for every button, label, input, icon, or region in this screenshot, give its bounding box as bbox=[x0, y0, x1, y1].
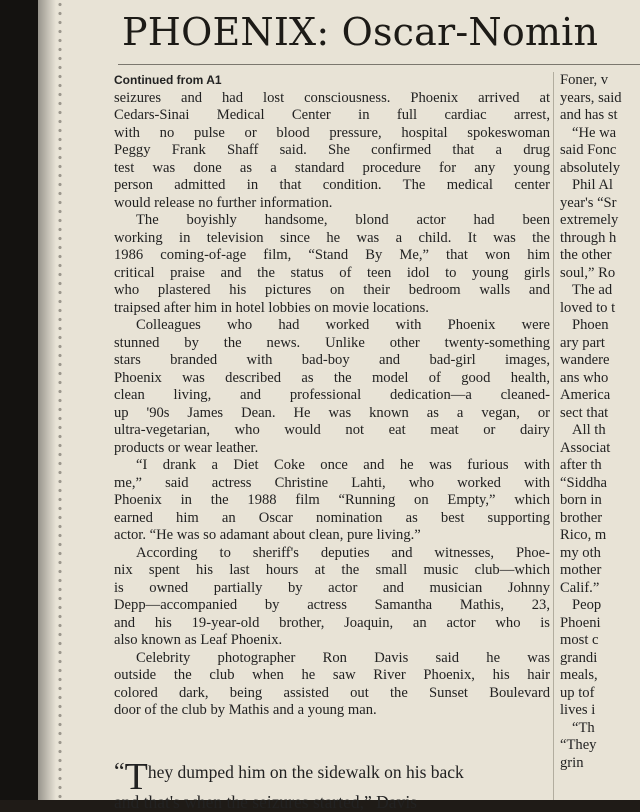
pull-quote-initial: T bbox=[124, 762, 148, 792]
article-line: also known as Leaf Phoenix. bbox=[114, 632, 283, 648]
article-line-right: ary part bbox=[560, 334, 605, 351]
article-line-right: Associat bbox=[560, 439, 611, 456]
article-line-right: my oth bbox=[560, 544, 601, 561]
article-line-right: soul,” Ro bbox=[560, 264, 616, 281]
column-right-lines bbox=[560, 72, 640, 772]
article-line-right: up tof bbox=[560, 684, 595, 701]
article-line-right: extremely bbox=[560, 212, 619, 228]
article-line-right: years, said bbox=[560, 89, 622, 106]
article-line-right: most c bbox=[560, 632, 599, 648]
article-line: critical praise and the status of teen idol to young girls bbox=[114, 264, 550, 281]
article-line: clean living, and professional dedication—a cleaned- bbox=[114, 387, 550, 403]
article-line: would release no further information. bbox=[114, 194, 333, 211]
article-line-right: Phil Al bbox=[572, 177, 613, 193]
article-line-right: wandere bbox=[560, 352, 610, 368]
article-line: Colleagues who had worked with Phoenix were bbox=[136, 317, 550, 333]
article-line-right: after th bbox=[560, 457, 602, 473]
article-line: Cedars-Sinai Medical Center in full cardiac arrest, bbox=[114, 107, 550, 123]
article-line-right: All th bbox=[572, 422, 606, 438]
article-line-right: brother bbox=[560, 509, 603, 526]
article-line-right: “They bbox=[560, 737, 597, 753]
article-line-right: grin bbox=[560, 754, 584, 771]
pull-quote-line-1: hey dumped him on the sidewalk on his back bbox=[147, 762, 464, 782]
article-line-right: through h bbox=[560, 229, 617, 246]
pull-quote-open-mark: “ bbox=[114, 762, 125, 785]
headline: PHOENIX: Oscar-Nomin bbox=[122, 10, 599, 54]
article-line: door of the club by Mathis and a young man. bbox=[114, 702, 377, 718]
article-line-right: the other bbox=[560, 247, 612, 263]
pull-quote-line-2: and that's when the seizures started,” Davis bbox=[114, 792, 417, 812]
article-line-right: The ad bbox=[572, 282, 613, 298]
article-line-right: Peop bbox=[572, 597, 602, 613]
article-line-right: Rico, m bbox=[560, 527, 607, 543]
article-line: nix spent his last hours at the small music club—which bbox=[114, 562, 550, 578]
article-line: The boyishly handsome, blond actor had been bbox=[136, 212, 550, 228]
article-line-right: born in bbox=[560, 492, 602, 508]
article-line: working in television since he was a child. It was the bbox=[114, 229, 550, 246]
article-line-right: America bbox=[560, 387, 611, 403]
article-line-right: absolutely bbox=[560, 159, 620, 176]
article-line: person admitted in that condition. The medical center bbox=[114, 177, 550, 193]
article-line: products or wear leather. bbox=[114, 439, 259, 456]
article-line-right: Calif.” bbox=[560, 579, 600, 596]
article-column-right bbox=[560, 72, 640, 772]
article-line: Depp—accompanied by actress Samantha Mathis, 23, bbox=[114, 597, 550, 613]
article-line-right: and has st bbox=[560, 107, 618, 123]
article-line: is owned partially by actor and musician Johnny bbox=[114, 579, 550, 596]
column-main-lines bbox=[114, 90, 550, 720]
article-line: outside the club when he saw River Phoenix, his hair bbox=[114, 667, 550, 683]
article-line: ultra-vegetarian, who would not eat meat or dairy bbox=[114, 422, 550, 438]
article-line: with no pulse or blood pressure, hospital spokeswoman bbox=[114, 124, 550, 141]
perforation-edge bbox=[56, 0, 64, 800]
article-line-right: lives i bbox=[560, 702, 596, 718]
article-line-right: Phoen bbox=[572, 317, 609, 333]
article-line: stars branded with bad-boy and bad-girl images, bbox=[114, 352, 550, 368]
article-line: According to sheriff's deputies and witnesses, Phoe- bbox=[136, 544, 550, 561]
page-edge-shadow bbox=[38, 0, 56, 800]
pull-quote-line bbox=[114, 762, 564, 792]
article-line: up '90s James Dean. He was known as a vegan, or bbox=[114, 404, 550, 421]
article-line: test was done as a standard procedure for any young bbox=[114, 159, 550, 176]
article-line-right: meals, bbox=[560, 667, 598, 683]
article-line: Peggy Frank Shaff said. She confirmed that a drug bbox=[114, 142, 550, 158]
article-line: Phoenix in the 1988 film “Running on Empty,” which bbox=[114, 492, 550, 508]
article-line: who plastered his pictures on their bedroom walls and bbox=[114, 282, 550, 298]
article-line-right: ans who bbox=[560, 369, 609, 386]
article-line: earned him an Oscar nomination as best supporting bbox=[114, 509, 550, 526]
article-line: actor. “He was so adamant about clean, pure living.” bbox=[114, 527, 421, 543]
article-line: me,” said actress Christine Lahti, who worked with bbox=[114, 474, 550, 491]
pull-quote bbox=[114, 762, 564, 812]
headline-rule bbox=[118, 64, 640, 65]
article-line: colored dark, being assisted out the Sunset Boulevard bbox=[114, 684, 550, 701]
article-line-right: year's “Sr bbox=[560, 194, 617, 211]
article-line-right: “Th bbox=[572, 719, 595, 736]
article-line: Celebrity photographer Ron Davis said he was bbox=[136, 649, 550, 666]
article-line-right: mother bbox=[560, 562, 602, 578]
article-line-right: said Fonc bbox=[560, 142, 617, 158]
article-line-right: sect that bbox=[560, 404, 609, 421]
column-divider bbox=[553, 72, 554, 800]
article-line: stunned by the news. Unlike other twenty-something bbox=[114, 334, 550, 351]
article-line-right: “Siddha bbox=[560, 474, 608, 491]
continued-label: Continued from A1 bbox=[114, 73, 222, 87]
article-line: 1986 coming-of-age film, “Stand By Me,” that won him bbox=[114, 247, 550, 263]
article-line-right: Phoeni bbox=[560, 614, 601, 631]
article-line-right: “He wa bbox=[572, 124, 617, 141]
article-line: seizures and had lost consciousness. Phoenix arrived at bbox=[114, 89, 550, 106]
article-column-main bbox=[114, 72, 550, 720]
article-line-right: Foner, v bbox=[560, 72, 609, 88]
article-line: “I drank a Diet Coke once and he was furious with bbox=[136, 457, 550, 473]
article-line-right: grandi bbox=[560, 649, 598, 666]
article-line-right: loved to t bbox=[560, 299, 616, 316]
article-line: traipsed after him in hotel lobbies on movie locations. bbox=[114, 299, 429, 316]
article-line: and his 19-year-old brother, Joaquin, an actor who is bbox=[114, 614, 550, 631]
background-dark bbox=[0, 0, 40, 800]
article-line: Phoenix was described as the model of good health, bbox=[114, 369, 550, 386]
